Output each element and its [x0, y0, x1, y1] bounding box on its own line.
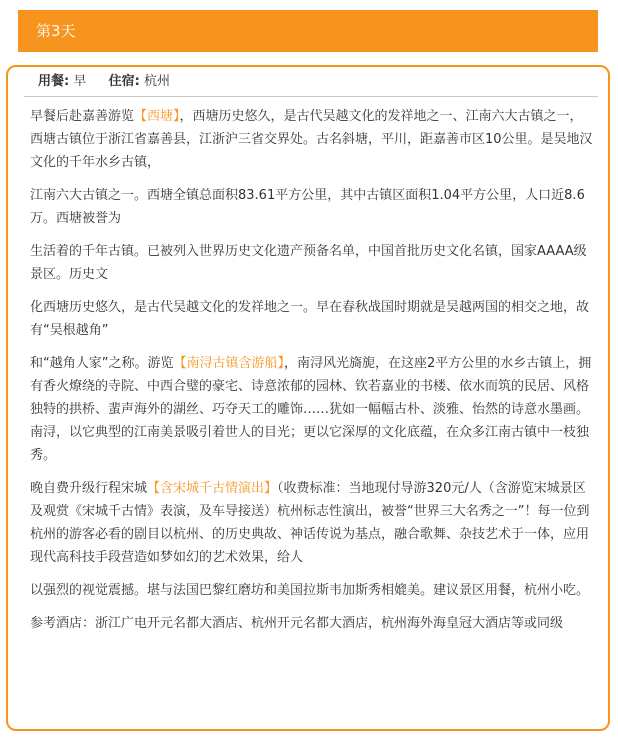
lodging-value: 杭州: [143, 74, 170, 89]
paragraph-songcheng-effect: 以强烈的视觉震撼。堪与法国巴黎红磨坊和美国拉斯韦加斯秀相媲美。建议景区用餐，杭州小吃。: [30, 583, 590, 598]
meal-label: 用餐:: [38, 74, 70, 89]
itinerary-description: [30, 105, 594, 645]
highlight-xitang: 【西塘】: [134, 109, 180, 124]
highlight-songcheng: 【含宋城千古情演出】: [147, 481, 278, 496]
meal-value: 早: [73, 74, 87, 89]
day-title: 第3天: [36, 22, 76, 40]
highlight-nanxun: 【南浔古镇含游船】: [173, 356, 284, 371]
day-header: [18, 10, 598, 52]
paragraph-xitang-area: 江南六大古镇之一。西塘全镇总面积83.61平方公里，其中古镇区面积1.04平方公里，人口近8.6万。西塘被誉为: [30, 188, 585, 226]
paragraph-xitang-history: 化西塘历史悠久，是古代吴越文化的发祥地之一。早在春秋战国时期就是吴越两国的相交之地，故有“吴根越角”: [30, 300, 590, 338]
day-itinerary-card: [6, 65, 610, 731]
paragraph-nanxun: 和“越角人家”之称。游览【南浔古镇含游船】，南浔风光旖旎，在这座2平方公里的水乡古镇上，拥有香火燎绕的寺院、中西合璧的豪宅、诗意浓郁的园林、钦若嘉业的书楼、依水而筑的民居、风格独特的拱桥、蜚声海外的湖丝、巧夺天工的雕饰……犹如一幅幅古朴、淡雅、怡然的诗意水墨画。南浔，以它典型的江南美景吸引着世人的目光；更以它深厚的文化底蕴，在众多江南古镇中一枝独秀。: [30, 356, 592, 463]
meals-lodging-row: [24, 67, 598, 97]
paragraph-songcheng: 晚自费升级行程宋城【含宋城千古情演出】（收费标准：当地现付导游320元/人（含游览宋城景区及观赏《宋城千古情》表演，及车导接送）杭州标志性演出，被誉“世界三大名秀之一”！每一位到杭州的游客必看的剧目以杭州、的历史典故、神话传说为基点，融合歌舞、杂技艺术于一体，应用现代高科技手段营造如梦如幻的艺术效果，给人: [30, 481, 590, 565]
lodging-label: 住宿:: [108, 74, 140, 89]
paragraph-xitang-heritage: 生活着的千年古镇。已被列入世界历史文化遗产预备名单，中国首批历史文化名镇，国家AAAA级景区。历史文: [30, 244, 587, 282]
paragraph-hotels: 参考酒店：浙江广电开元名都大酒店、杭州开元名都大酒店，杭州海外海皇冠大酒店等或同级: [30, 616, 564, 631]
paragraph-xitang: 早餐后赴嘉善游览【西塘】，西塘历史悠久，是古代吴越文化的发祥地之一、江南六大古镇之一，西塘古镇位于浙江省嘉善县，江浙沪三省交界处。古名斜塘，平川，距嘉善市区10公里。是吴地汉文化的千年水乡古镇，: [30, 109, 593, 170]
